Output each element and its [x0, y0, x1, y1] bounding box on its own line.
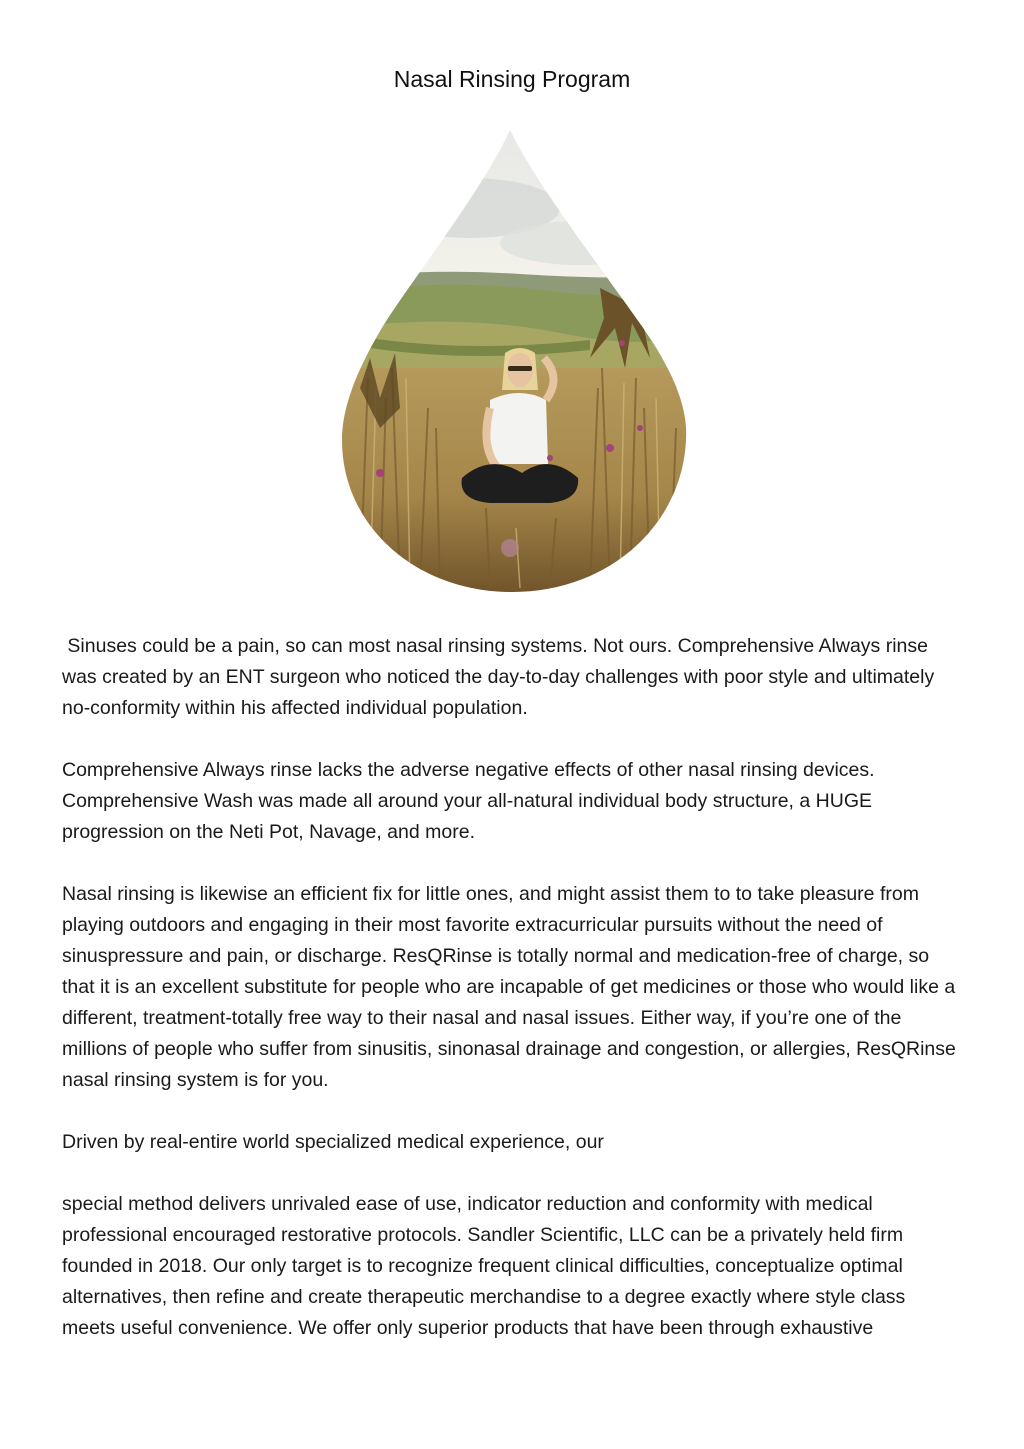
shirt [490, 393, 548, 464]
flower [547, 455, 553, 461]
flower [619, 340, 625, 346]
flower [376, 469, 384, 477]
paragraph-2: Comprehensive Always rinse lacks the adverse negative effects of other nasal rinsing devices. Comprehensive Wash was made all around your all-natural individual body structure, a HUGE progression on the Neti Pot, Navage, and more. [62, 759, 875, 843]
flower [637, 425, 643, 431]
article-body [62, 631, 962, 1375]
paragraph-1: Sinuses could be a pain, so can most nasal rinsing systems. Not ours. Comprehensive Always rinse was created by an ENT surgeon who noticed the day-to-day challenges with poor style and ultimately no-conformity within his affected individual population. [62, 635, 940, 719]
paragraph-3: Nasal rinsing is likewise an efficient fix for little ones, and might assist them to to take pleasure from playing outdoors and engaging in their most favorite extracurricular pursuits without the need of sinuspressure and pain, or discharge. ResQRinse is totally normal and medication-free of charge, so that it is an excellent substitute for people who are incapable of get medicines or those who would like a different, treatment-totally free way to their nasal and nasal issues. Either way, if you’re one of the millions of people who suffer from sinusitis, sinonasal drainage and congestion, or allergies, ResQRinse nasal rinsing system is for you. [62, 883, 956, 1091]
paragraph-5: special method delivers unrivaled ease of use, indicator reduction and conformity with medical professional encouraged restorative protocols. Sandler Scientific, LLC can be a privately held firm founded in 2018. Our only target is to recognize frequent clinical difficulties, conceptualize optimal alternatives, then refine and create therapeutic merchandise to a degree exactly where style class meets useful convenience. We offer only superior products that have been through exhaustive [62, 1193, 906, 1339]
water-drop-photo-icon [340, 128, 688, 594]
flower [606, 444, 614, 452]
paragraph-4: Driven by real-entire world specialized medical experience, our [62, 1131, 604, 1153]
page-title: Nasal Rinsing Program [393, 66, 631, 92]
